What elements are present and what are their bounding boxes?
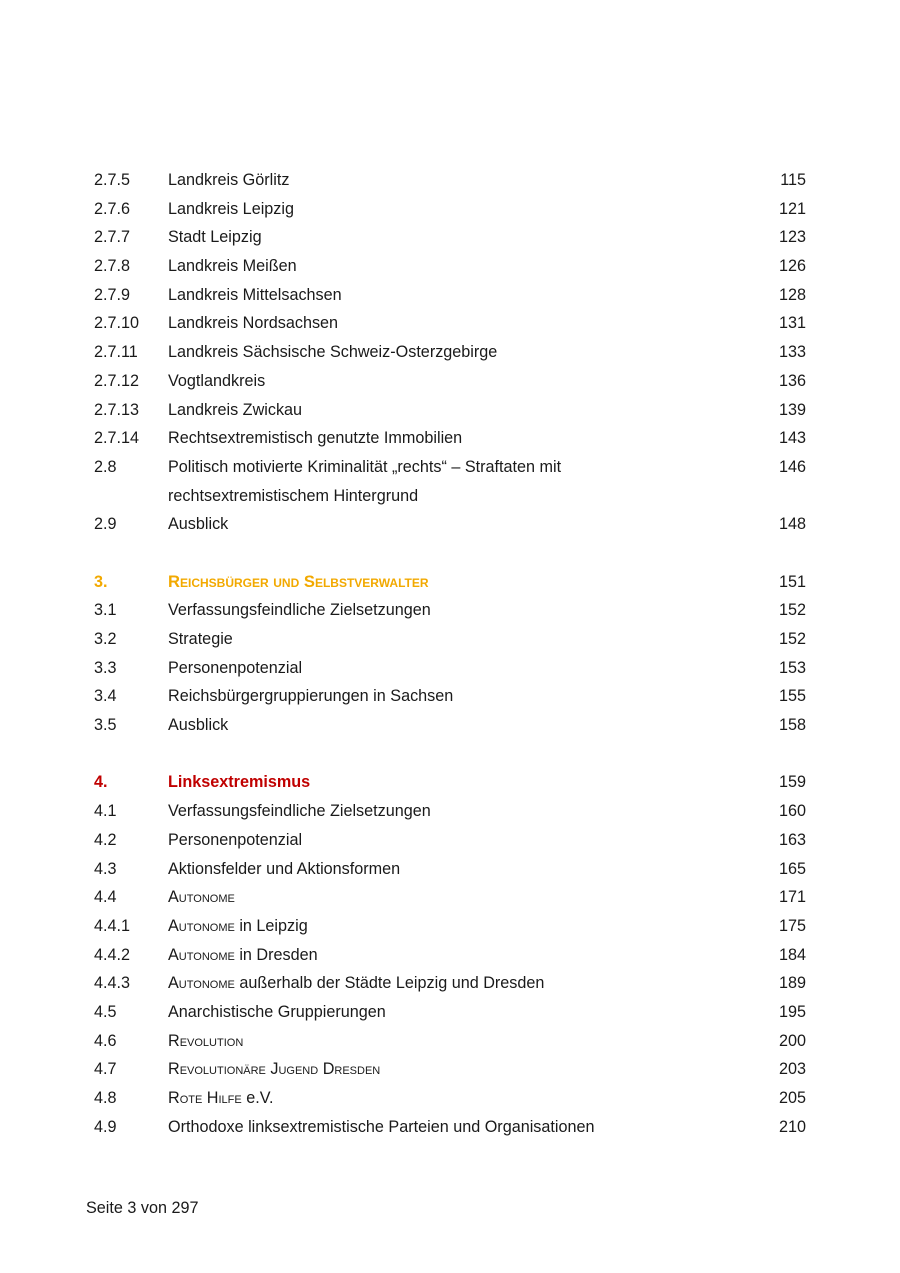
entry-page: 136: [778, 371, 806, 390]
entry-title-smallcaps: Autonome: [168, 945, 235, 964]
entry-number: 4.1: [94, 802, 117, 821]
entry-page: 148: [778, 515, 806, 534]
entry-page: 121: [778, 199, 806, 218]
entry-title: Politisch motivierte Kriminalität „rechts“ – Straftaten mit rechtsextremistischem Hintergrund: [168, 457, 562, 505]
entry-number: 4.6: [94, 1031, 117, 1050]
toc-entry-2-7-14[interactable]: [94, 424, 806, 453]
entry-title: [168, 969, 608, 998]
table-of-contents: [94, 166, 806, 1141]
entry-title-smallcaps: Rote Hilfe: [168, 1089, 242, 1108]
toc-chapter-4[interactable]: [94, 768, 806, 797]
chapter-number: 3.: [94, 572, 108, 591]
entry-number: 4.4: [94, 888, 117, 907]
entry-number: 4.7: [94, 1060, 117, 1079]
chapter-title: Reichsbürger und Selbstverwalter: [168, 571, 429, 591]
toc-entry-4-3[interactable]: [94, 855, 806, 884]
entry-title: Landkreis Leipzig: [168, 199, 294, 218]
entry-title: Ausblick: [168, 515, 229, 534]
entry-number: 2.7.12: [94, 371, 140, 390]
toc-entry-4-5[interactable]: [94, 998, 806, 1027]
entry-number: 3.5: [94, 716, 117, 735]
entry-page: 128: [778, 285, 806, 304]
entry-page: 153: [778, 658, 806, 677]
entry-page: 184: [778, 945, 806, 964]
entry-page: 155: [778, 687, 806, 706]
entry-number: 2.9: [94, 515, 117, 534]
entry-page: 175: [778, 916, 806, 935]
chapter-page: 151: [778, 572, 806, 591]
entry-number: 4.4.3: [94, 974, 131, 993]
entry-page: 189: [778, 974, 806, 993]
entry-number: 3.1: [94, 601, 117, 620]
entry-title-rest: in Dresden: [234, 945, 318, 964]
entry-title-rest: in Leipzig: [234, 916, 308, 935]
page-footer: Seite 3 von 297: [86, 1199, 199, 1217]
entry-page: 195: [778, 1002, 806, 1021]
entry-page: 143: [778, 429, 806, 448]
entry-number: 4.8: [94, 1089, 117, 1108]
entry-number: 3.3: [94, 658, 117, 677]
entry-title: Landkreis Meißen: [168, 257, 297, 276]
entry-title: Stadt Leipzig: [168, 228, 262, 247]
entry-number: 4.5: [94, 1002, 117, 1021]
entry-page: 126: [778, 257, 806, 276]
entry-title: Verfassungsfeindliche Zielsetzungen: [168, 601, 431, 620]
toc-entry-4-8[interactable]: [94, 1084, 806, 1113]
toc-chapter-3[interactable]: [94, 568, 806, 597]
entry-page: 152: [778, 601, 806, 620]
entry-number: 2.7.7: [94, 228, 131, 247]
entry-number: 3.4: [94, 687, 117, 706]
entry-title-smallcaps: Autonome: [168, 916, 235, 935]
entry-title: Revolution: [168, 1031, 244, 1050]
toc-entry-2-8[interactable]: [94, 453, 806, 510]
entry-title: Landkreis Sächsische Schweiz-Osterzgebirge: [168, 343, 498, 362]
entry-title: Vogtlandkreis: [168, 371, 266, 390]
entry-page: 131: [778, 314, 806, 333]
entry-title: Landkreis Nordsachsen: [168, 314, 339, 333]
toc-entry-4-4-3[interactable]: [94, 969, 806, 998]
entry-number: 4.4.2: [94, 945, 131, 964]
entry-number: 2.7.13: [94, 400, 140, 419]
entry-number: 4.9: [94, 1117, 117, 1136]
entry-page: 115: [780, 171, 806, 189]
toc-entry-4-4-2[interactable]: [94, 941, 806, 970]
entry-title: [168, 912, 608, 941]
entry-page: 205: [778, 1089, 806, 1108]
entry-page: 160: [778, 802, 806, 821]
entry-title: Landkreis Zwickau: [168, 400, 303, 419]
entry-title-rest: außerhalb der Städte Leipzig und Dresden: [234, 974, 545, 993]
toc-entry-2-7-8[interactable]: [94, 252, 806, 281]
entry-title: Reichsbürgergruppierungen in Sachsen: [168, 687, 454, 706]
entry-title: Landkreis Görlitz: [168, 171, 290, 189]
entry-number: 3.2: [94, 630, 117, 649]
entry-page: 158: [778, 716, 806, 735]
entry-page: 171: [778, 888, 806, 907]
toc-entry-2-7-9[interactable]: [94, 281, 806, 310]
entry-title: Autonome: [168, 888, 235, 907]
entry-page: 210: [778, 1117, 806, 1136]
toc-entry-4-6[interactable]: [94, 1027, 806, 1056]
entry-title: Rechtsextremistisch genutzte Immobilien: [168, 429, 463, 448]
toc-entry-3-2[interactable]: [94, 625, 806, 654]
toc-entry-4-4[interactable]: [94, 883, 806, 912]
toc-entry-2-7-5[interactable]: [94, 166, 806, 195]
entry-number: 2.8: [94, 457, 117, 476]
entry-number: 2.7.5: [94, 171, 131, 189]
entry-title: Anarchistische Gruppierungen: [168, 1002, 386, 1021]
entry-title-smallcaps: Autonome: [168, 974, 235, 993]
entry-number: 4.2: [94, 830, 117, 849]
toc-entry-3-3[interactable]: [94, 654, 806, 683]
entry-number: 4.3: [94, 859, 117, 878]
toc-entry-3-1[interactable]: [94, 596, 806, 625]
entry-page: 203: [778, 1060, 806, 1079]
toc-entry-2-7-6[interactable]: [94, 195, 806, 224]
entry-number: 2.7.8: [94, 257, 131, 276]
toc-entry-2-7-13[interactable]: [94, 396, 806, 425]
entry-number: 2.7.10: [94, 314, 140, 333]
entry-title: Personenpotenzial: [168, 658, 303, 677]
entry-title-rest: e.V.: [241, 1089, 274, 1108]
toc-entry-4-7[interactable]: [94, 1055, 806, 1084]
toc-entry-4-1[interactable]: [94, 797, 806, 826]
chapter-title: Linksextremismus: [168, 773, 311, 792]
entry-page: 133: [778, 343, 806, 362]
entry-title: Ausblick: [168, 716, 229, 735]
entry-title: Personenpotenzial: [168, 830, 303, 849]
entry-title: Verfassungsfeindliche Zielsetzungen: [168, 802, 431, 821]
entry-title: Landkreis Mittelsachsen: [168, 285, 342, 304]
toc-entry-2-7-12[interactable]: [94, 367, 806, 396]
entry-page: 139: [778, 400, 806, 419]
entry-title: Revolutionäre Jugend Dresden: [168, 1060, 381, 1079]
entry-number: 2.7.6: [94, 199, 131, 218]
chapter-page: 159: [778, 773, 806, 792]
chapter-number: 4.: [94, 773, 108, 792]
toc-entry-4-2[interactable]: [94, 826, 806, 855]
entry-title: [168, 1084, 608, 1113]
entry-page: 123: [778, 228, 806, 247]
entry-number: 2.7.14: [94, 429, 140, 448]
entry-title: Strategie: [168, 630, 233, 649]
toc-entry-3-4[interactable]: [94, 682, 806, 711]
entry-number: 2.7.9: [94, 285, 131, 304]
entry-title: Aktionsfelder und Aktionsformen: [168, 859, 401, 878]
toc-entry-2-9[interactable]: [94, 510, 806, 539]
toc-entry-2-7-10[interactable]: [94, 309, 806, 338]
toc-entry-3-5[interactable]: [94, 711, 806, 740]
entry-page: 152: [778, 630, 806, 649]
toc-entry-4-9[interactable]: [94, 1113, 806, 1142]
entry-page: 163: [778, 830, 806, 849]
toc-entry-2-7-11[interactable]: [94, 338, 806, 367]
entry-number: 2.7.11: [94, 343, 138, 362]
entry-title: Orthodoxe linksextremistische Parteien und Organisationen: [168, 1117, 595, 1136]
entry-page: 165: [778, 859, 806, 878]
entry-page: 146: [778, 457, 806, 476]
entry-page: 200: [778, 1031, 806, 1050]
toc-entry-2-7-7[interactable]: [94, 223, 806, 252]
entry-number: 4.4.1: [94, 916, 131, 935]
toc-entry-4-4-1[interactable]: [94, 912, 806, 941]
entry-title: [168, 941, 608, 970]
